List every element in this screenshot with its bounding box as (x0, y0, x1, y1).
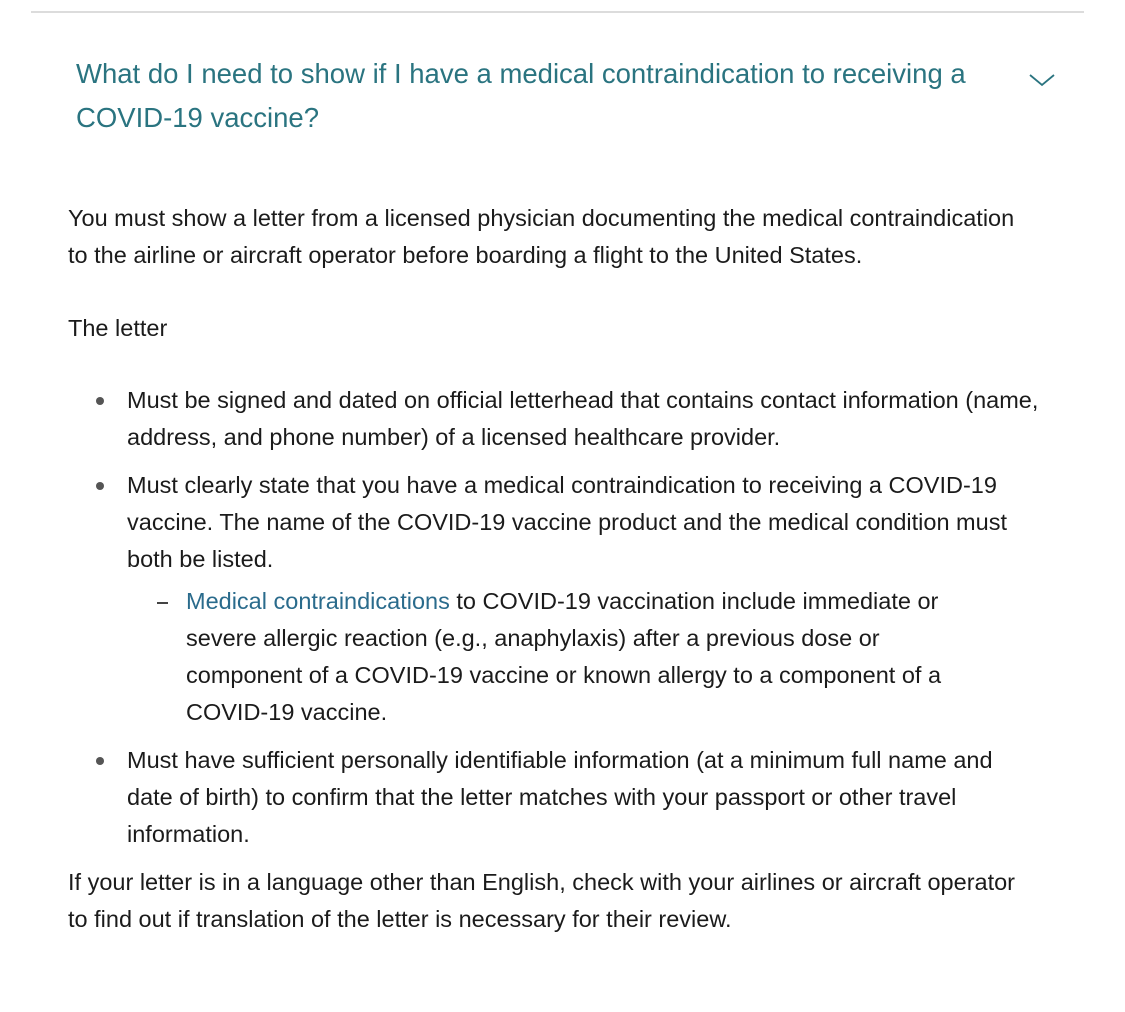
accordion-title[interactable]: What do I need to show if I have a medical contraindication to receiving a COVID-19 vaccine? (76, 58, 966, 133)
sub-list-item-text: to COVID-19 vaccination include immediate or severe allergic reaction (e.g., anaphylaxis) after a previous dose or component of a COVID-19 vaccine or known allergy to a component of a COVID-19 vaccine. (186, 588, 942, 725)
outro-paragraph: If your letter is in a language other than English, check with your airlines or aircraft operator to find out if translation of the letter is necessary for their review. (68, 869, 1016, 932)
sub-list-item (127, 583, 987, 731)
letter-requirements-list (68, 382, 1048, 853)
dash-icon (157, 602, 168, 604)
accordion-header[interactable] (76, 52, 1076, 140)
divider (31, 11, 1084, 13)
bullet-icon (96, 482, 104, 490)
bullet-icon (96, 757, 104, 765)
medical-contraindications-link[interactable]: Medical contraindications (186, 588, 450, 614)
chevron-down-icon[interactable] (1028, 72, 1056, 88)
list-item (68, 742, 1043, 853)
accordion-content (68, 200, 1048, 938)
intro-paragraph: You must show a letter from a licensed physician documenting the medical contraindication to the airline or aircraft operator before boarding a flight to the United States. (68, 205, 1015, 268)
list-item (68, 382, 1043, 456)
sub-list (127, 583, 1043, 731)
list-item-text: Must clearly state that you have a medical contraindication to receiving a COVID-19 vaccine. The name of the COVID-19 vaccine product and the medical condition must both be listed. (127, 472, 1007, 572)
list-item-text: Must be signed and dated on official letterhead that contains contact information (name, address, and phone number) of a licensed healthcare provider. (127, 387, 1039, 450)
list-item-text: Must have sufficient personally identifiable information (at a minimum full name and date of birth) to confirm that the letter matches with your passport or other travel information. (127, 747, 993, 847)
bullet-icon (96, 397, 104, 405)
letter-heading: The letter (68, 315, 168, 341)
list-item (68, 467, 1043, 731)
